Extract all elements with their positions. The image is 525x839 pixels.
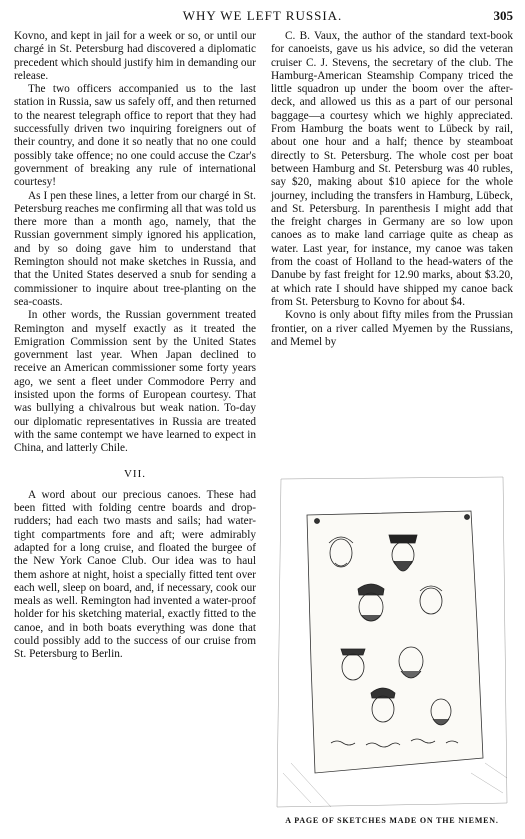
section-heading: VII. [123,467,147,480]
paragraph: A word about our precious canoes. These had been fitted with folding centre boards and drop-rudders; had each two masts and sails; had water-tight compartments fore and aft; were admirably adapted for a long cruise, and floated the burgee of the New York Canoe Club. Our idea was to haul them ashore at night, hoist a specially fitted tent over each well, sleep on board, and, if necessary, cook our meals as well. Remington had invented a water-proof holder for his sketching material, exactly fitted to the canoe, and in both boats everything was done that could possibly add to the success of our cruise from St. Petersburg to Berlin. [14,488,256,661]
right-column [271,30,513,349]
page-header [12,8,513,24]
paragraph: Kovno is only about fifty miles from the Prussian frontier, on a river called Myemen by the Russians, and Memel by [271,309,513,348]
running-title: WHY WE LEFT RUSSIA. [182,8,343,23]
paragraph: The two officers accompanied us to the last station in Russia, saw us safely off, and then returned to the nearest telegraph office to report that they had successfully driven two inquiring foreigners out of their country, and done it so neatly that no one could possibly take offence; no one could accuse the Czar's government of breaking any rule of international courtesy! [14,83,256,189]
paragraph: Kovno, and kept in jail for a week or so, or until our chargé in St. Petersburg had discovered a diplomatic precedent which should justify him in demanding our release. [14,30,256,82]
paragraph: C. B. Vaux, the author of the standard text-book for canoeists, gave us his advice, so did the veteran cruiser C. J. Stevens, the secretary of the club. The Hamburg-American Steamship Company triced the little squadron up under the boom over the after-deck, and allowed us this as a part of our personal baggage—a courtesy which we highly appreciated. From Hamburg the boats went to Lübeck by rail, about one hour and a half; thence by steamboat directly to St. Petersburg. The whole cost per boat between Hamburg and St. Petersburg was 40 rubles, say $20, making about $10 apiece for the whole journey, including the transfers in Hamburg, Lübeck, and St. Petersburg. In parenthesis I might add that the freight charges in Germany are so low upon canoes as to make land carriage quite as cheap as water. Last year, for instance, my canoe was taken from the coast of Holland to the head-waters of the Danube by fast freight for 12.90 marks, about $3.20, at which rate I should have shipped my canoe back from St. Petersburg to Kovno for about $4. [271,30,513,308]
left-column [14,30,256,662]
sketch-illustration [271,473,513,813]
figure-caption: A PAGE OF SKETCHES MADE ON THE NIEMEN. [285,816,499,825]
page-number: 305 [493,8,513,23]
paragraph: In other words, the Russian government treated Remington and myself exactly as it treated the Emigration Commission sent by the United States government last year. When Japan declined to receive an American commissioner some forty years ago, we sent a fleet under Commodore Perry and insisted upon the forms of European courtesy. That was bullying a chivalrous but weak nation. To-day our diplomatic representatives in Russia are treated with the same contempt we have learned to expect in China, and latterly Chile. [14,309,256,455]
paragraph: As I pen these lines, a letter from our chargé in St. Petersburg reaches me confirming all that was told us there more than a month ago, namely, that the Russian government simply ignored his application, and by so doing gave him to understand that Remington should not make sketches in Russia, and that the United States deserved a snub for sending a commissioner to inquire about tree-planting on the sea-coasts. [14,189,256,308]
